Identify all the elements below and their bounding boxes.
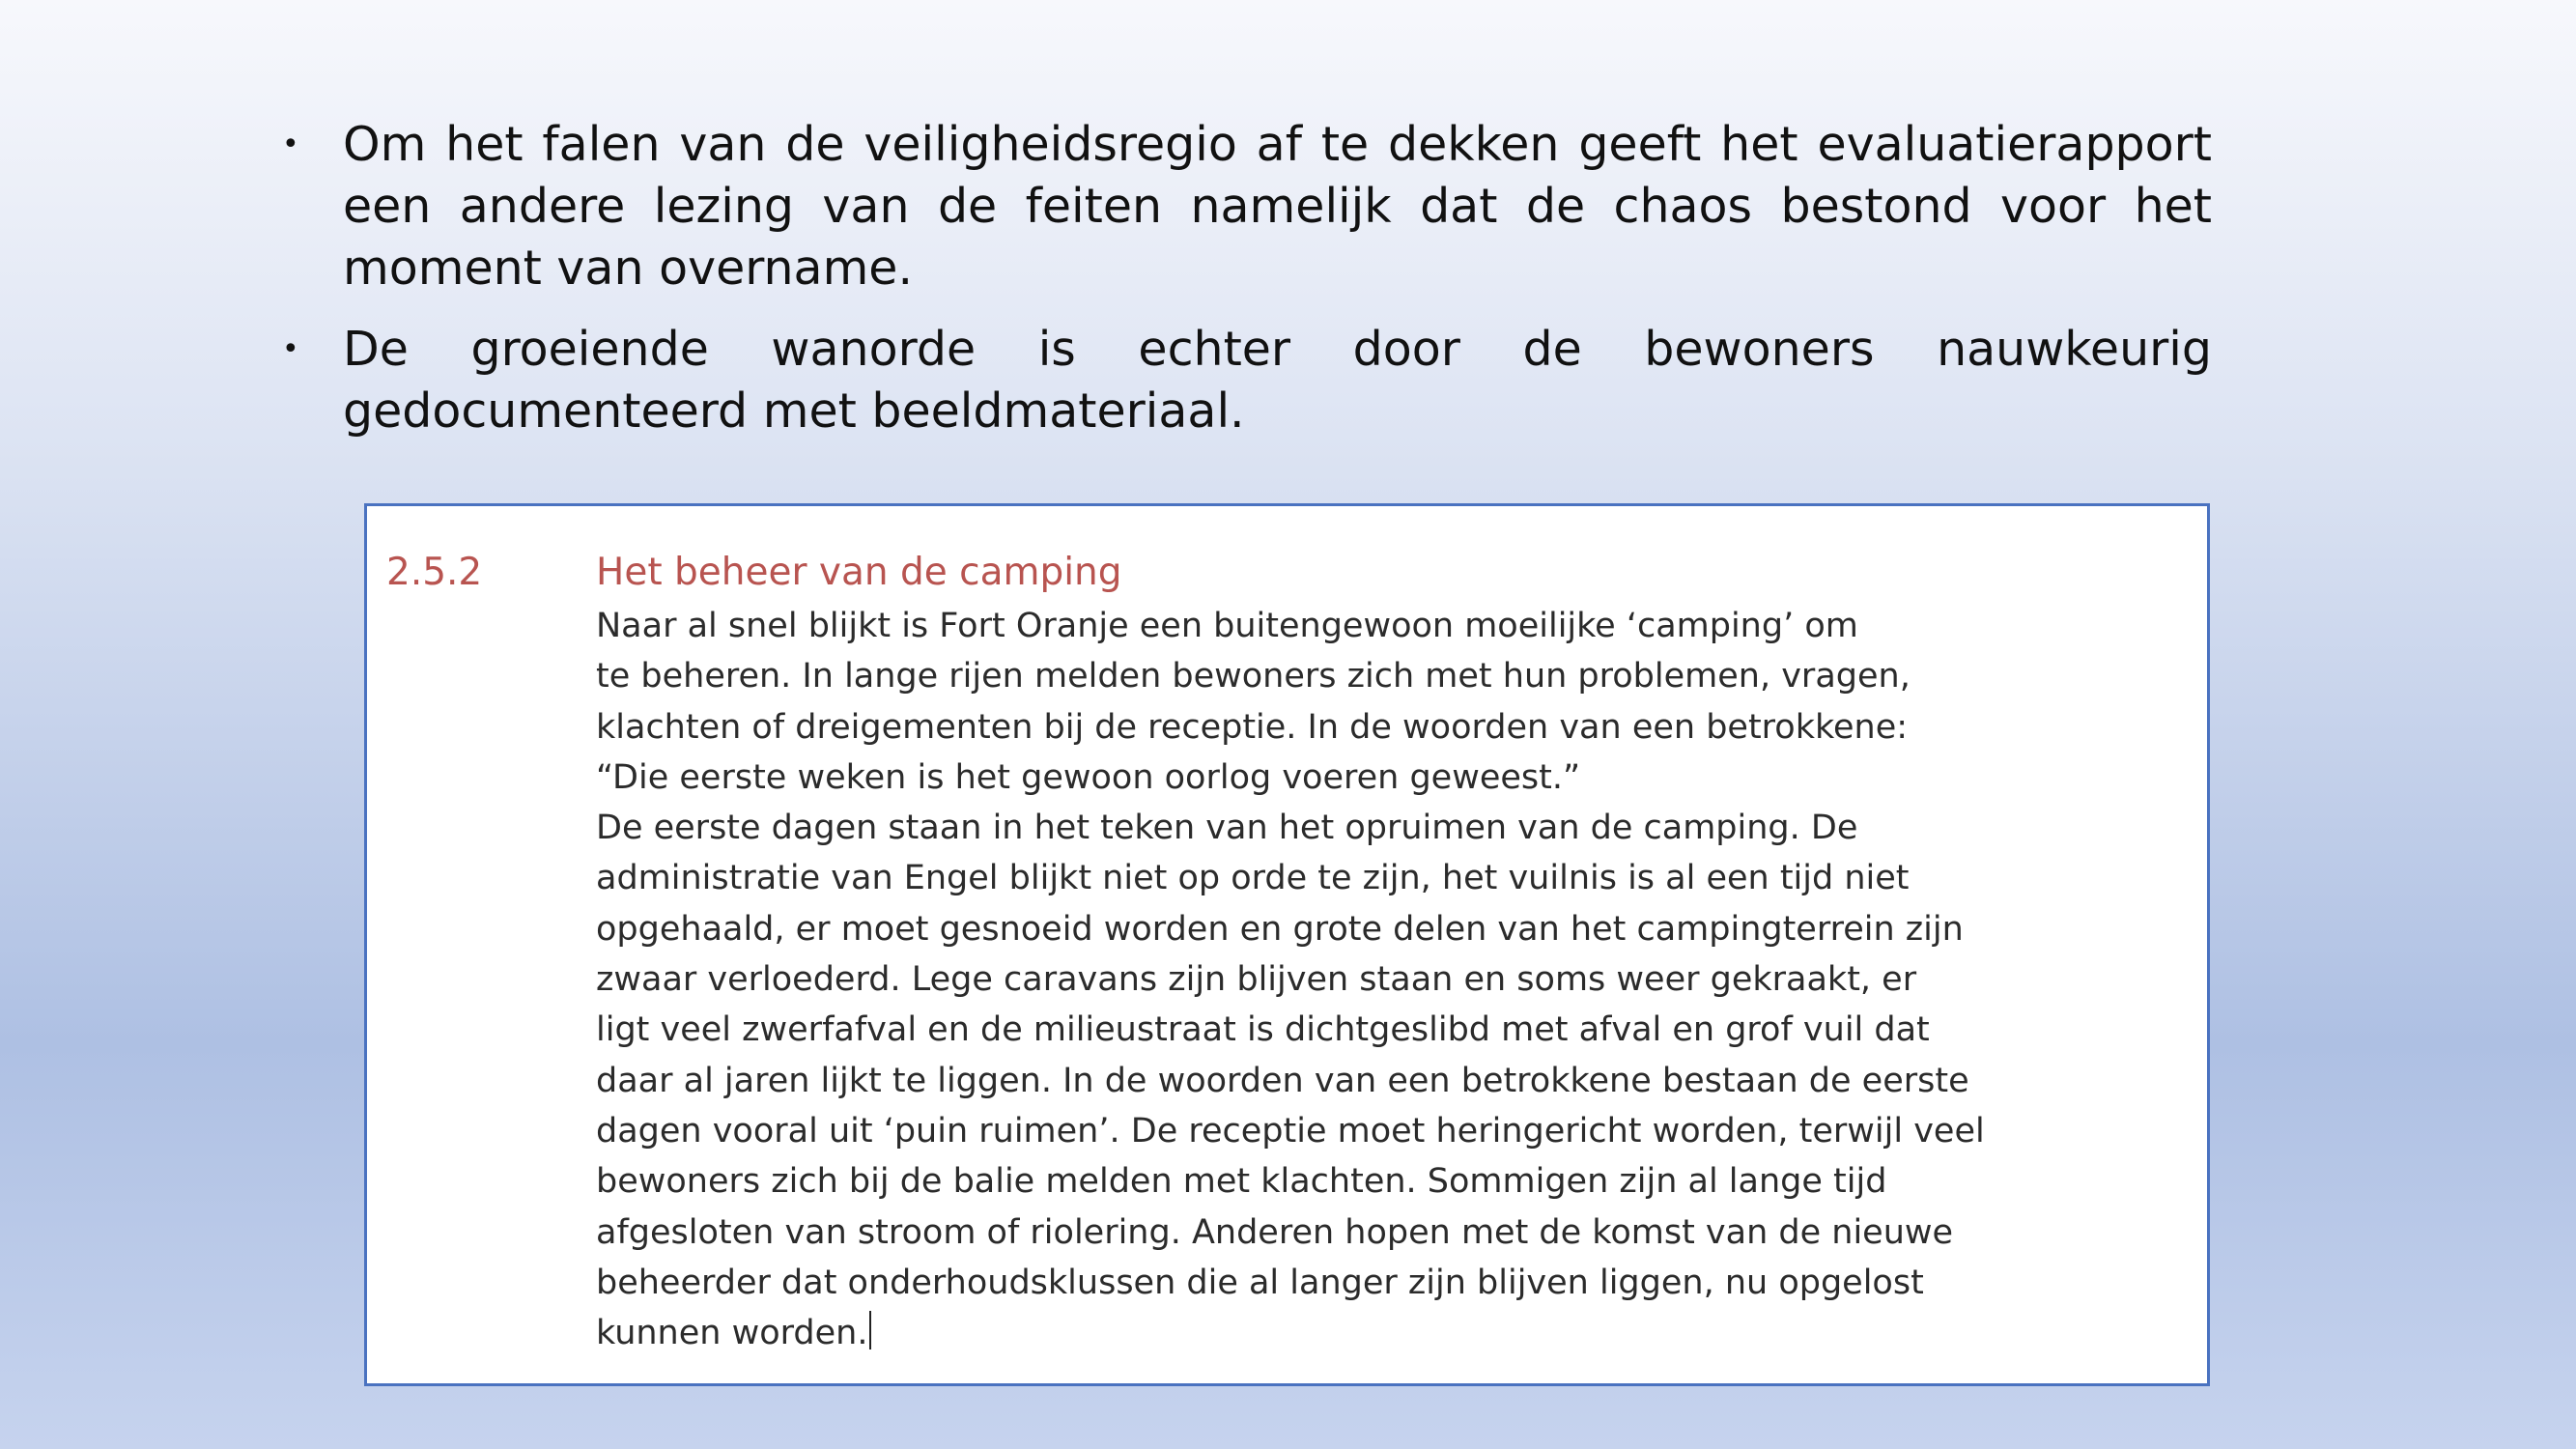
excerpt-line: dagen vooral uit ‘puin ruimen’. De receptie moet heringericht worden, terwijl veel [596,1111,1985,1151]
section-number: 2.5.2 [386,551,483,594]
excerpt-line-text: kunnen worden. [596,1314,868,1353]
excerpt-last-line [596,1308,2190,1358]
bullet-list [275,114,2212,462]
excerpt-line: te beheren. In lange rijen melden bewoners zich met hun problemen, vragen, [596,657,1911,696]
bullet-marker: • [282,128,299,161]
excerpt-line: daar al jaren lijkt te liggen. In de woorden van een betrokkene bestaan de eerste [596,1061,1969,1100]
text-cursor [869,1311,871,1350]
excerpt-line: Naar al snel blijkt is Fort Oranje een buitengewoon moeilijke ‘camping’ om [596,607,1858,645]
section-title: Het beheer van de camping [596,551,1122,594]
excerpt-line: beheerder dat onderhoudsklussen die al langer zijn blijven liggen, nu opgelost [596,1263,1924,1302]
bullet-item [275,319,2212,442]
bullet-text: Om het falen van de veiligheidsregio af te dekken geeft het evaluatierapport een andere lezing van de feiten namelijk dat de chaos bestond voor het moment van overname. [343,117,2212,296]
excerpt-body [596,601,2190,1358]
bullet-marker: • [282,332,299,366]
excerpt-line: zwaar verloederd. Lege caravans zijn blijven staan en soms weer gekraakt, er [596,960,1917,1000]
bullet-text: De groeiende wanorde is echter door de bewoners nauwkeurig gedocumenteerd met beeldmateriaal. [343,322,2212,439]
excerpt-line: De eerste dagen staan in het teken van het opruimen van de camping. De [596,809,1858,848]
excerpt-line: afgesloten van stroom of riolering. Anderen hopen met de komst van de nieuwe [596,1212,1954,1252]
excerpt-line: opgehaald, er moet gesnoeid worden en grote delen van het campingterrein zijn [596,909,1964,949]
excerpt-line: administratie van Engel blijkt niet op orde te zijn, het vuilnis is al een tijd niet [596,859,1910,898]
excerpt-line: klachten of dreigementen bij de receptie. In de woorden van een betrokkene: [596,707,1909,747]
excerpt-line: “Die eerste weken is het gewoon oorlog voeren geweest.” [596,757,1581,797]
bullet-item [275,114,2212,299]
excerpt-line: bewoners zich bij de balie melden met klachten. Sommigen zijn al lange tijd [596,1162,1887,1202]
excerpt-line: ligt veel zwerfafval en de milieustraat is dichtgeslibd met afval en grof vuil dat [596,1010,1930,1050]
report-excerpt-image [364,503,2210,1386]
